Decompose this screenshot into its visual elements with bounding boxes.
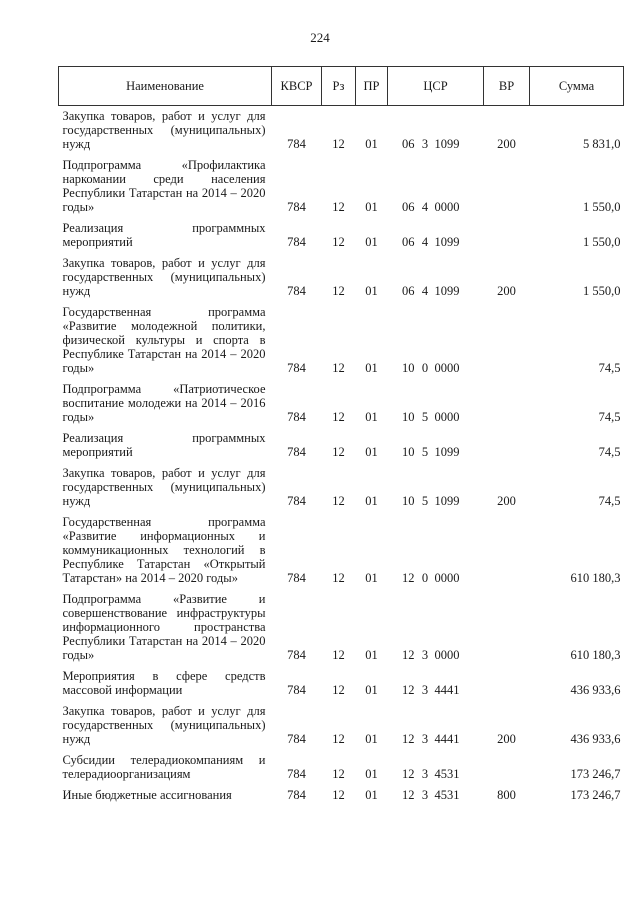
row-rz: 12 [332,767,345,781]
row-vr [484,218,530,253]
row-sum: 436 933,6 [570,683,621,697]
row-kvsr: 784 [287,137,306,151]
row-sum: 1 550,0 [583,235,621,249]
row-pr: 01 [365,648,378,662]
page-number: 224 [310,30,330,45]
row-vr: 800 [497,788,516,802]
row-pr: 01 [365,137,378,151]
row-kvsr: 784 [287,284,306,298]
row-sum: 173 246,7 [570,788,621,802]
row-name: Закупка товаров, работ и услуг для государственных (муниципальных) нужд [62,466,266,508]
row-csr-code: 1099 [434,137,460,151]
row-rz: 12 [332,284,345,298]
row-vr [484,379,530,428]
row-csr-code: 1099 [434,284,460,298]
row-csr-code: 4531 [434,788,460,802]
row-vr: 200 [497,494,516,508]
row-csr-program: 10 [402,410,415,424]
table-row [59,589,624,666]
row-sum: 173 246,7 [570,767,621,781]
header-sum: Сумма [530,67,624,106]
row-sum: 74,5 [598,410,621,424]
row-rz: 12 [332,200,345,214]
row-csr-subprogram: 3 [421,788,429,802]
row-sum: 74,5 [598,361,621,375]
row-kvsr: 784 [287,445,306,459]
table-row [59,218,624,253]
row-rz: 12 [332,137,345,151]
row-csr-subprogram: 0 [421,571,429,585]
header-vr: ВР [484,67,530,106]
table-row [59,379,624,428]
row-name: Подпрограмма «Профилактика наркомании среди населения Республики Татарстан на 2014 – 2020 годы» [62,158,266,214]
row-sum: 74,5 [598,445,621,459]
row-csr-program: 12 [402,767,415,781]
row-kvsr: 784 [287,732,306,746]
row-vr [484,666,530,701]
budget-table [58,66,624,806]
row-rz: 12 [332,235,345,249]
table-row [59,463,624,512]
row-rz: 12 [332,571,345,585]
row-pr: 01 [365,683,378,697]
row-csr-program: 12 [402,648,415,662]
row-csr-code: 0000 [434,571,460,585]
row-vr: 200 [497,284,516,298]
row-csr-program: 10 [402,445,415,459]
row-vr [484,302,530,379]
row-csr-code: 0000 [434,200,460,214]
row-sum: 1 550,0 [583,200,621,214]
row-rz: 12 [332,788,345,802]
row-csr-subprogram: 5 [421,494,429,508]
row-name: Закупка товаров, работ и услуг для государственных (муниципальных) нужд [62,109,266,151]
row-name: Государственная программа «Развитие информационных и коммуникационных технологий в Республике Татарстан «Открытый Татарстан» на 2014 – 2020 годы» [62,515,266,585]
row-pr: 01 [365,767,378,781]
row-csr-code: 1099 [434,445,460,459]
row-kvsr: 784 [287,235,306,249]
row-sum: 74,5 [598,494,621,508]
row-kvsr: 784 [287,571,306,585]
row-name: Мероприятия в сфере средств массовой информации [62,669,266,697]
row-kvsr: 784 [287,410,306,424]
row-csr-code: 0000 [434,410,460,424]
table-row [59,750,624,785]
table-row [59,785,624,806]
row-pr: 01 [365,732,378,746]
row-sum: 436 933,6 [570,732,621,746]
row-csr-code: 0000 [434,648,460,662]
row-rz: 12 [332,494,345,508]
row-rz: 12 [332,361,345,375]
header-csr: ЦСР [388,67,484,106]
table-row [59,701,624,750]
row-name: Иные бюджетные ассигнования [62,788,232,802]
row-kvsr: 784 [287,683,306,697]
row-rz: 12 [332,683,345,697]
header-pr: ПР [356,67,388,106]
row-pr: 01 [365,235,378,249]
row-kvsr: 784 [287,494,306,508]
row-vr [484,155,530,218]
row-csr-program: 06 [402,235,415,249]
row-kvsr: 784 [287,200,306,214]
row-vr [484,428,530,463]
row-kvsr: 784 [287,767,306,781]
row-kvsr: 784 [287,788,306,802]
row-csr-program: 12 [402,683,415,697]
row-name: Реализация программных мероприятий [62,221,266,249]
row-vr: 200 [497,732,516,746]
table-row [59,302,624,379]
row-name: Закупка товаров, работ и услуг для государственных (муниципальных) нужд [62,256,266,298]
row-csr-subprogram: 3 [421,767,429,781]
row-kvsr: 784 [287,648,306,662]
row-csr-code: 0000 [434,361,460,375]
row-sum: 610 180,3 [570,648,621,662]
table-row [59,428,624,463]
row-csr-subprogram: 3 [421,648,429,662]
row-csr-program: 06 [402,284,415,298]
row-csr-program: 06 [402,137,415,151]
table-row [59,106,624,156]
row-csr-program: 12 [402,788,415,802]
row-csr-subprogram: 4 [421,200,429,214]
row-csr-program: 06 [402,200,415,214]
row-pr: 01 [365,361,378,375]
row-csr-subprogram: 4 [421,235,429,249]
row-sum: 5 831,0 [583,137,621,151]
row-pr: 01 [365,788,378,802]
row-csr-code: 4531 [434,767,460,781]
row-sum: 1 550,0 [583,284,621,298]
row-name: Реализация программных мероприятий [62,431,266,459]
row-csr-code: 4441 [434,732,460,746]
header-kvsr: КВСР [272,67,322,106]
row-kvsr: 784 [287,361,306,375]
row-vr: 200 [497,137,516,151]
row-rz: 12 [332,648,345,662]
row-name: Подпрограмма «Патриотическое воспитание молодежи на 2014 – 2016 годы» [62,382,266,424]
row-pr: 01 [365,571,378,585]
row-name: Подпрограмма «Развитие и совершенствование инфраструктуры информационного пространства Республики Татарстан на 2014 – 2020 годы» [62,592,266,662]
row-csr-subprogram: 5 [421,410,429,424]
row-rz: 12 [332,732,345,746]
row-rz: 12 [332,445,345,459]
table-row [59,512,624,589]
row-csr-subprogram: 0 [421,361,429,375]
row-pr: 01 [365,494,378,508]
table-row [59,253,624,302]
row-csr-subprogram: 5 [421,445,429,459]
row-csr-subprogram: 4 [421,284,429,298]
row-vr [484,589,530,666]
row-vr [484,512,530,589]
row-csr-subprogram: 3 [421,732,429,746]
row-vr [484,750,530,785]
row-csr-code: 1099 [434,235,460,249]
row-pr: 01 [365,445,378,459]
row-csr-program: 12 [402,571,415,585]
header-rz: Рз [322,67,356,106]
row-name: Закупка товаров, работ и услуг для государственных (муниципальных) нужд [62,704,266,746]
table-body [59,106,624,807]
row-pr: 01 [365,410,378,424]
row-pr: 01 [365,200,378,214]
row-name: Субсидии телерадиокомпаниям и телерадиоорганизациям [62,753,266,781]
row-csr-subprogram: 3 [421,137,429,151]
row-csr-code: 1099 [434,494,460,508]
header-name: Наименование [59,67,272,106]
row-csr-program: 10 [402,494,415,508]
row-csr-subprogram: 3 [421,683,429,697]
row-sum: 610 180,3 [570,571,621,585]
table-row [59,155,624,218]
row-rz: 12 [332,410,345,424]
row-name: Государственная программа «Развитие молодежной политики, физической культуры и спорта в Республике Татарстан на 2014 – 2020 годы» [62,305,266,375]
table-row [59,666,624,701]
row-csr-program: 12 [402,732,415,746]
row-pr: 01 [365,284,378,298]
row-csr-code: 4441 [434,683,460,697]
row-csr-program: 10 [402,361,415,375]
table-header-row [59,67,624,106]
